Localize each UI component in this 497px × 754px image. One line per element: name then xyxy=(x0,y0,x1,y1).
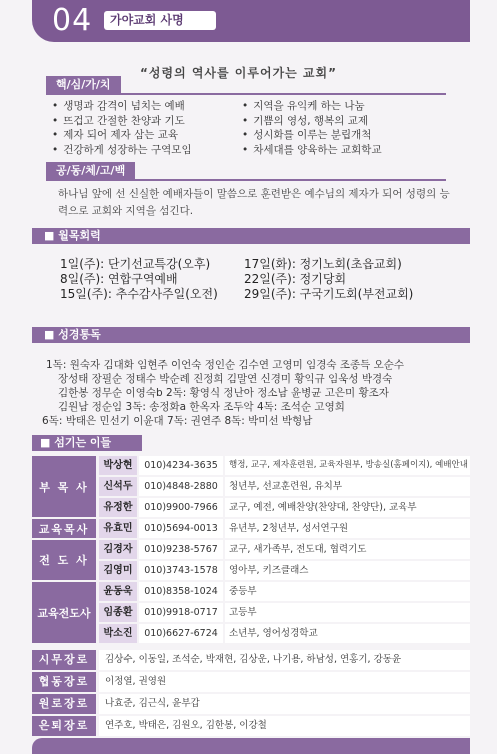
bible-readings xyxy=(42,358,466,428)
monthly-left xyxy=(60,257,218,302)
staff-duty: 소년부, 영어성경학교 xyxy=(225,624,470,643)
staff-phone: 010)4848-2880 xyxy=(139,477,223,496)
calendar-item: 22일(주): 정기당회 xyxy=(244,272,347,286)
elder-names: 이정열, 권영원 xyxy=(99,672,470,692)
elder-role: 은퇴장로 xyxy=(32,716,96,736)
monthly-right xyxy=(244,257,413,302)
staff-duty: 중등부 xyxy=(225,582,470,601)
staff-duty: 교구, 새가족부, 전도대, 협력기도 xyxy=(225,540,470,559)
staff-name: 박상현 xyxy=(99,456,137,475)
staff-phone: 010)9900-7966 xyxy=(139,498,223,517)
calendar-item: 15일(주): 추수감사주일(오전) xyxy=(60,287,218,301)
elder-role: 협동장로 xyxy=(32,672,96,692)
bible-label: ■ 성경통독 xyxy=(44,328,101,341)
community-text: 하나님 앞에 선 신실한 예배자들이 말씀으로 훈련받은 예수님의 제자가 되어 성령의 능력으로 교회와 지역을 섬긴다. xyxy=(58,188,450,217)
core-value: • 제자 되어 제자 삼는 교육 xyxy=(52,128,192,143)
staff-phone: 010)5694-0013 xyxy=(139,519,223,538)
staff-name: 김영미 xyxy=(99,561,137,580)
core-value: • 차세대를 양육하는 교회학교 xyxy=(242,143,382,158)
staff-name: 임종환 xyxy=(99,603,137,622)
community-underline xyxy=(46,179,446,181)
people-label: ■ 섬기는 이들 xyxy=(40,436,112,449)
staff-phone: 010)8358-1024 xyxy=(139,582,223,601)
core-value: • 건강하게 성장하는 구역모임 xyxy=(52,143,192,158)
core-value: • 지역을 유익케 하는 나눔 xyxy=(242,99,382,114)
role-label: 전 도 사 xyxy=(32,540,96,580)
core-values-left xyxy=(52,99,192,157)
core-value: • 기쁨의 영성, 행복의 교제 xyxy=(242,114,382,129)
core-values-underline xyxy=(46,93,446,95)
staff-phone: 010)3743-1578 xyxy=(139,561,223,580)
bible-bar xyxy=(32,327,470,343)
staff-duty: 행정, 교구, 제자훈련원, 교육자원부, 방송실(홈페이지), 예배안내 xyxy=(225,456,470,475)
staff-phone: 010)6627-6724 xyxy=(139,624,223,643)
calendar-item: 29일(주): 구국기도회(부전교회) xyxy=(244,287,414,301)
calendar-item: 17일(화): 정기노회(초읍교회) xyxy=(244,257,402,271)
core-values-label: 핵/심/가/치 xyxy=(46,76,121,93)
role-label: 교육목사 xyxy=(32,519,96,538)
calendar-item: 8일(주): 연합구역예배 xyxy=(60,272,178,286)
staff-name: 유효민 xyxy=(99,519,137,538)
footer-band xyxy=(32,738,470,754)
staff-name: 유정한 xyxy=(99,498,137,517)
elder-role: 시무장로 xyxy=(32,650,96,670)
reading-line: 6독: 박태은 민선기 이윤대 7독: 권연주 8독: 박미선 박형남 xyxy=(42,415,313,427)
reading-line: 김한봉 정무순 이영숙b 2독: 황영식 정난아 정소남 윤병균 고은미 황조자 xyxy=(58,387,389,399)
calendar-item: 1일(주): 단기선교특강(오후) xyxy=(60,257,211,271)
monthly-label: ■ 월목회력 xyxy=(44,229,101,242)
elder-names: 연주호, 박태은, 김원오, 김한봉, 이강철 xyxy=(99,716,470,736)
staff-phone: 010)9918-0717 xyxy=(139,603,223,622)
staff-name: 신석두 xyxy=(99,477,137,496)
staff-duty: 교구, 예전, 예배찬양(찬양대, 찬양단), 교육부 xyxy=(225,498,470,517)
page-title: 가야교회 사명 xyxy=(104,11,216,30)
reading-line: 김원남 정순임 3독: 송정화a 한옥자 조두악 4독: 조석순 고영희 xyxy=(58,401,345,413)
role-label: 교육전도사 xyxy=(32,582,96,643)
elder-names: 나효준, 김근식, 윤부갑 xyxy=(99,694,470,714)
staff-duty: 청년부, 선교훈련원, 유치부 xyxy=(225,477,470,496)
community-label: 공/동/체/고/백 xyxy=(46,162,135,179)
header-band xyxy=(32,0,470,42)
monthly-bar xyxy=(32,228,470,244)
core-value: • 생명과 감격이 넘치는 예배 xyxy=(52,99,192,114)
role-label: 부 목 사 xyxy=(32,456,96,517)
staff-name: 박소진 xyxy=(99,624,137,643)
reading-line: 장성태 장필순 정태수 박순례 진정희 김말연 신경미 황익규 임욱성 박경숙 xyxy=(58,373,393,385)
staff-name: 윤동욱 xyxy=(99,582,137,601)
staff-name: 김경자 xyxy=(99,540,137,559)
staff-phone: 010)4234-3635 xyxy=(139,456,223,475)
slogan: “성령의 역사를 이루어가는 교회” xyxy=(140,66,338,80)
core-value: • 뜨겁고 간절한 찬양과 기도 xyxy=(52,114,192,129)
core-values-right xyxy=(242,99,382,157)
staff-duty: 유년부, 2청년부, 성서연구원 xyxy=(225,519,470,538)
section-number: 04 xyxy=(52,3,93,38)
staff-phone: 010)9238-5767 xyxy=(139,540,223,559)
reading-line: 1독: 원숙자 김대화 임현주 이언숙 정인순 김수연 고영미 임경숙 조종득 오순수 xyxy=(46,359,405,371)
elder-role: 원로장로 xyxy=(32,694,96,714)
staff-duty: 고등부 xyxy=(225,603,470,622)
elder-names: 김상수, 이동일, 조석순, 박재현, 김상운, 나기용, 하남성, 연홍기, 강동윤 xyxy=(99,650,470,670)
people-bar xyxy=(32,435,142,451)
staff-duty: 영아부, 키즈클래스 xyxy=(225,561,470,580)
core-value: • 성시화를 이루는 분립개척 xyxy=(242,128,382,143)
